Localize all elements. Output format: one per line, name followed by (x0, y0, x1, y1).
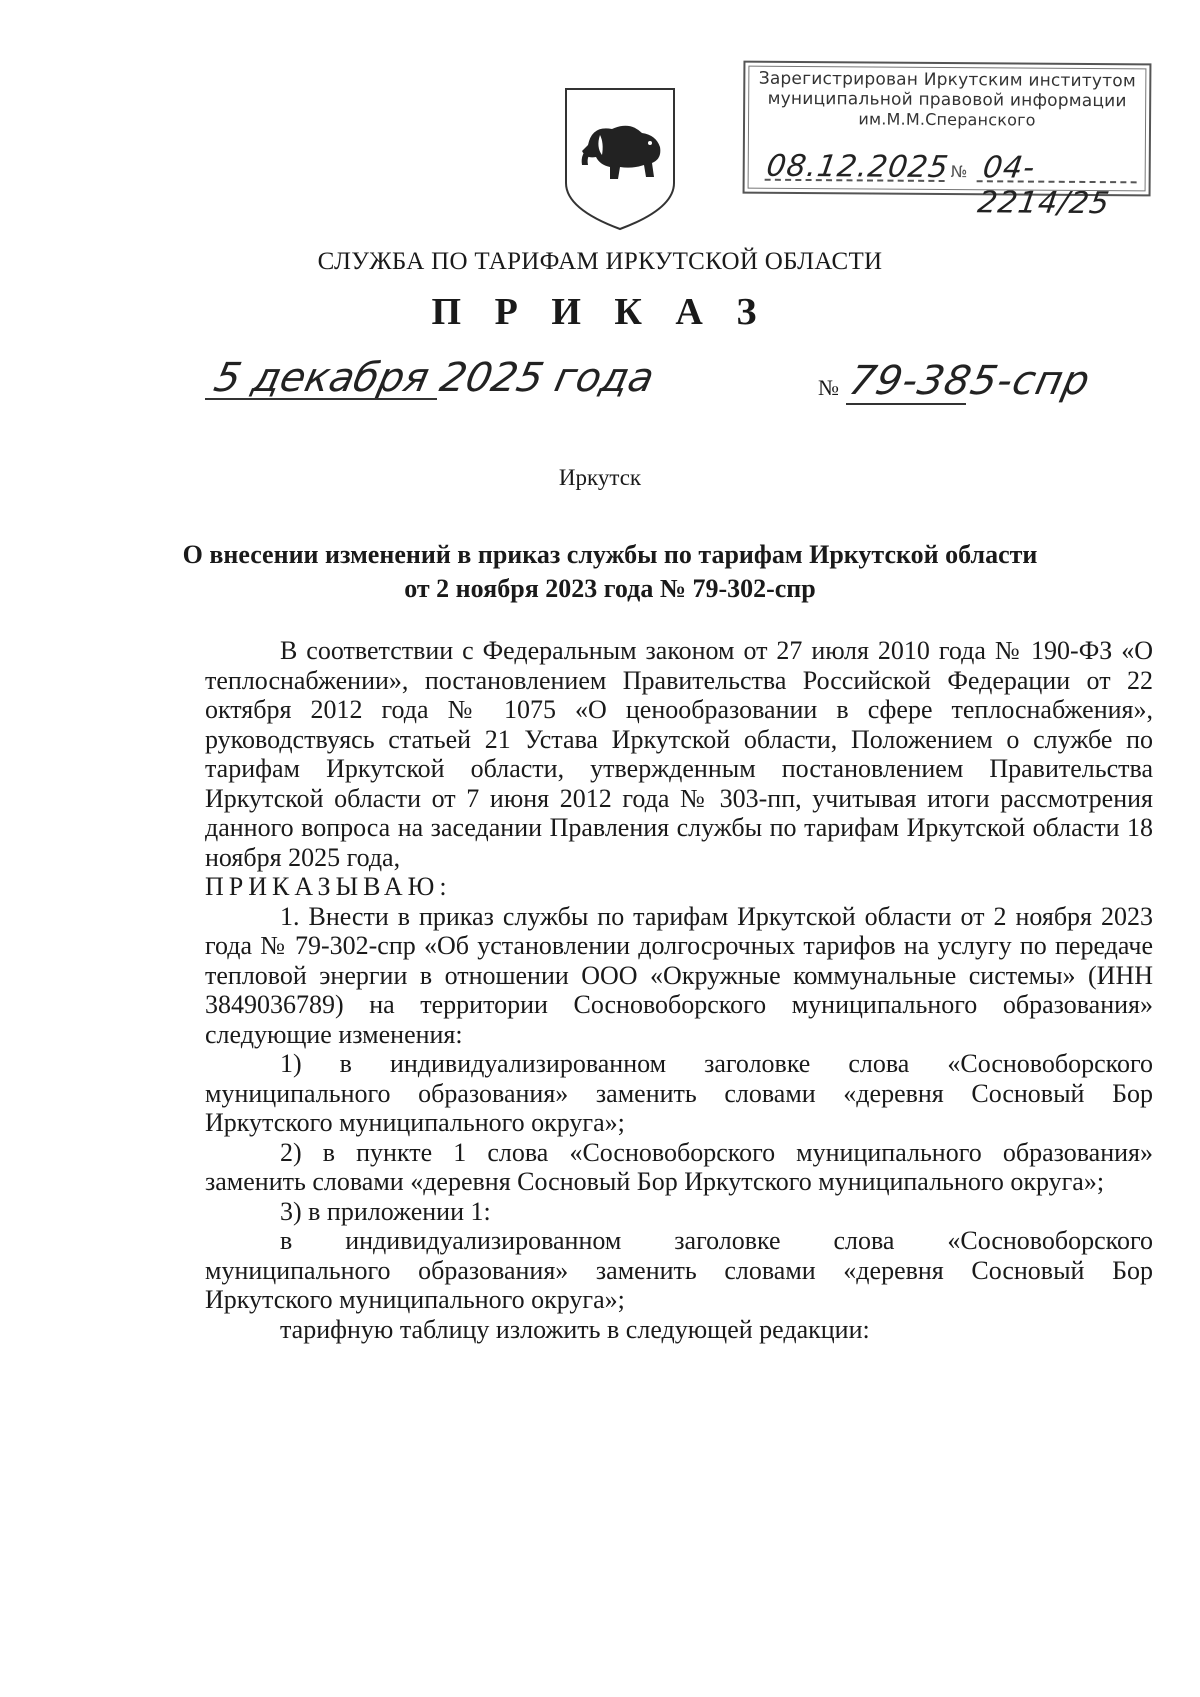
item-1-paragraph: 1. Внести в приказ службы по тарифам Иркутской области от 2 ноября 2023 года № 79-302-спр «Об установлении долгосрочных тарифов на услугу по передаче тепловой энергии в отношении ООО «Окружные коммунальные системы» (ИНН 3849036789) на территории Сосновоборского муниципального образования» следующие изменения: (205, 901, 1153, 1049)
subitem-2-paragraph: 2) в пункте 1 слова «Сосновоборского муниципального образования» заменить словами «деревня Сосновый Бор Иркутского муниципального округа»; (205, 1137, 1153, 1196)
order-subject-line-2: от 2 ноября 2023 года № 79-302-спр (404, 574, 816, 603)
stamp-registration-row (759, 148, 1135, 222)
order-number-line (846, 403, 966, 405)
subitem-3a-paragraph: в индивидуализированном заголовке слова «Сосновоборского муниципального образования» заменить словами «деревня Сосновый Бор Иркутского муниципального округа»; (205, 1226, 1153, 1314)
stamp-date: 08.12.2025 (764, 148, 952, 185)
order-title: П Р И К А З (431, 291, 769, 333)
agency-name: СЛУЖБА ПО ТАРИФАМ ИРКУТСКОЙ ОБЛАСТИ (317, 248, 883, 275)
registration-stamp (743, 61, 1152, 222)
stamp-number-label: № (950, 162, 968, 182)
order-subject (180, 538, 1040, 606)
stamp-date-underline (765, 179, 945, 182)
order-subject-line-1: О внесении изменений в приказ службы по тарифам Иркутской области (182, 540, 1038, 569)
order-date-handwritten: 5 декабря 2025 года (210, 355, 658, 401)
subitem-3b-paragraph: тарифную таблицу изложить в следующей редакции: (280, 1314, 870, 1344)
stamp-number: 04-2214/25 (975, 150, 1113, 222)
stamp-line-2: муниципальной правовой информации (767, 88, 1127, 112)
stamp-line-1: Зарегистрирован Иркутским институтом (758, 68, 1136, 92)
stamp-number-underline (977, 180, 1137, 183)
subitem-3-paragraph: 3) в приложении 1: (280, 1196, 491, 1226)
order-number-handwritten: 79-385-спр (845, 358, 1095, 404)
coat-of-arms-icon (560, 85, 680, 233)
order-body (205, 636, 1153, 1344)
intro-paragraph: В соответствии с Федеральным законом от 27 июля 2010 года № 190-ФЗ «О теплоснабжении», постановлением Правительства Российской Федерации от 22 октября 2012 года № 1075 «О ценообразовании в сфере теплоснабжения», руководствуясь статьей 21 Устава Иркутской области, Положением о службе по тарифам Иркутской области, утвержденным постановлением Правительства Иркутской области от 7 июня 2012 года № 303-пп, учитывая итоги рассмотрения данного вопроса на заседании Правления службы по тарифам Иркутской области 18 ноября 2025 года, (205, 636, 1153, 872)
city-name: Иркутск (558, 465, 642, 490)
subitem-1-paragraph: 1) в индивидуализированном заголовке слова «Сосновоборского муниципального образования» заменить словами «деревня Сосновый Бор Иркутского муниципального округа»; (205, 1049, 1153, 1137)
order-date-line (205, 398, 437, 400)
stamp-line-3: им.М.М.Сперанского (858, 109, 1036, 130)
order-number-label: № (818, 375, 839, 400)
prikazyvayu-label: ПРИКАЗЫВАЮ: (205, 872, 452, 901)
